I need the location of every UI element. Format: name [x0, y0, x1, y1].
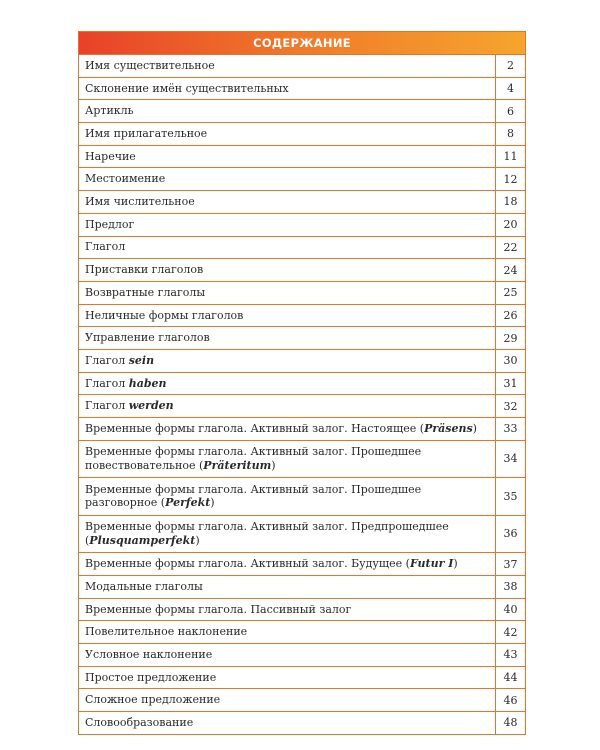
toc-entry-page: 32	[503, 399, 518, 413]
toc-entry-text: Глагол	[85, 376, 129, 390]
toc-entry-title	[79, 214, 496, 236]
toc-entry-text: Временные формы глагола. Активный залог. Предпрошедшее (	[85, 520, 449, 547]
toc-entry-text: Наречие	[85, 149, 136, 163]
toc-row	[79, 258, 525, 281]
toc-entry-text: )	[195, 533, 200, 547]
toc-entry-title	[79, 146, 496, 168]
toc-entry-title	[79, 621, 496, 643]
toc-entry-page: 4	[507, 82, 514, 96]
toc-row	[79, 711, 525, 734]
toc-entry-text: Имя числительное	[85, 195, 195, 209]
toc-row	[79, 417, 525, 440]
toc-entry-term: werden	[128, 399, 174, 413]
toc-entry-term: Präsens	[424, 421, 473, 435]
toc-entry-term: sein	[128, 353, 155, 367]
toc-row	[79, 304, 525, 327]
toc-entry-text: Временные формы глагола. Активный залог. Будущее (	[85, 557, 410, 571]
toc-row	[79, 326, 525, 349]
toc-row	[79, 372, 525, 395]
toc-row	[79, 122, 525, 145]
toc-entry-title	[79, 553, 496, 575]
toc-entry-text: Неличные формы глаголов	[85, 308, 244, 322]
toc-entry-title	[79, 516, 496, 553]
toc-entry-text: Глагол	[85, 240, 126, 254]
toc-row	[79, 190, 525, 213]
toc-entry-title	[79, 237, 496, 259]
toc-entry-page: 6	[507, 104, 514, 118]
toc-entry-title	[79, 599, 496, 621]
toc-entry-title	[79, 305, 496, 327]
toc-entry-term: Plusquamperfekt	[89, 533, 196, 547]
toc-entry-text: Глагол	[85, 399, 129, 413]
toc-entry-page: 18	[503, 195, 518, 209]
toc-entry-page: 42	[503, 625, 518, 639]
toc-entry-page: 26	[503, 308, 518, 322]
toc-entry-text: Временные формы глагола. Пассивный залог	[85, 602, 352, 616]
toc-entry-page: 36	[503, 527, 518, 541]
toc-entry-page: 31	[503, 376, 518, 390]
toc-entry-page: 34	[503, 452, 518, 466]
toc-entry-page: 11	[503, 150, 518, 164]
toc-entry-title	[79, 712, 496, 734]
toc-entry-text: Управление глаголов	[85, 331, 210, 345]
toc-entry-text: Временные формы глагола. Активный залог. Настоящее (	[85, 421, 425, 435]
toc-row	[79, 394, 525, 417]
toc-entry-text: Словообразование	[85, 715, 194, 729]
toc-row	[79, 349, 525, 372]
toc-entry-text: )	[453, 557, 458, 571]
toc-title: СОДЕРЖАНИЕ	[79, 32, 525, 54]
toc-entry-title	[79, 168, 496, 190]
toc-entry-page: 38	[503, 580, 518, 594]
toc-entry-page: 8	[507, 127, 514, 141]
toc-entry-text: Повелительное наклонение	[85, 625, 248, 639]
toc-entry-title	[79, 373, 496, 395]
toc-entry-text: Временные формы глагола. Активный залог. Прошедшее разговорное (	[85, 482, 422, 510]
toc-row	[79, 688, 525, 711]
toc-entry-text: Приставки глаголов	[85, 263, 204, 277]
toc-entry-page: 2	[507, 59, 514, 73]
toc-row	[79, 213, 525, 236]
toc-entry-title	[79, 350, 496, 372]
toc-entry-title	[79, 441, 496, 478]
toc-entry-text: Сложное предложение	[85, 693, 221, 707]
toc-row	[79, 477, 525, 515]
toc-entry-page: 35	[503, 489, 518, 503]
toc-entry-page: 29	[503, 331, 518, 345]
toc-entry-text: Возвратные глаголы	[85, 285, 206, 299]
toc-row	[79, 281, 525, 304]
toc-entry-title	[79, 123, 496, 145]
toc-entry-text: Модальные глаголы	[85, 579, 203, 593]
toc-entry-text: Предлог	[85, 217, 135, 231]
toc-row	[79, 167, 525, 190]
toc-entry-text: )	[271, 458, 276, 472]
toc-entry-text: Временные формы глагола. Активный залог. Прошедшее повествовательное (	[85, 445, 422, 472]
toc-entry-text: Имя прилагательное	[85, 127, 208, 141]
toc-row	[79, 99, 525, 122]
toc-entry-text: )	[472, 421, 477, 435]
toc-row	[79, 666, 525, 689]
toc-entry-page: 25	[503, 286, 518, 300]
toc-entry-title	[79, 55, 496, 77]
toc-row	[79, 515, 525, 553]
toc-row	[79, 54, 525, 77]
toc-entry-title	[79, 395, 496, 417]
toc-entry-page: 43	[503, 648, 518, 662]
toc-entry-text: Артикль	[85, 104, 134, 118]
toc-entry-title	[79, 282, 496, 304]
toc-entry-term: Perfekt	[165, 496, 211, 510]
toc-entry-title	[79, 576, 496, 598]
toc-row	[79, 145, 525, 168]
toc-entry-text: Условное наклонение	[85, 647, 213, 661]
toc-entry-term: Präteritum	[203, 458, 272, 472]
toc-entry-page: 44	[503, 670, 518, 684]
toc-row	[79, 575, 525, 598]
toc-entry-title	[79, 689, 496, 711]
toc-entry-title	[79, 100, 496, 122]
toc-entry-page: 40	[503, 602, 518, 616]
toc-entry-text: Имя существительное	[85, 58, 215, 72]
toc-entry-title	[79, 78, 496, 100]
toc-entry-text: Местоимение	[85, 172, 166, 186]
toc-entry-text: Глагол	[85, 353, 129, 367]
toc-row	[79, 620, 525, 643]
toc-entry-page: 33	[503, 422, 518, 436]
toc-entry-page: 37	[503, 557, 518, 571]
toc-entry-title	[79, 327, 496, 349]
toc-entry-term: Futur I	[409, 557, 454, 571]
toc-row	[79, 552, 525, 575]
toc-row	[79, 77, 525, 100]
toc-entry-title	[79, 191, 496, 213]
table-of-contents	[78, 31, 526, 735]
toc-row	[79, 598, 525, 621]
toc-rows	[79, 54, 525, 734]
toc-entry-term: haben	[128, 376, 167, 390]
toc-entry-page: 20	[503, 218, 518, 232]
toc-entry-title	[79, 259, 496, 281]
toc-entry-text: Склонение имён существительных	[85, 81, 289, 95]
toc-entry-page: 48	[503, 716, 518, 730]
toc-entry-page: 12	[503, 172, 518, 186]
toc-entry-page: 22	[503, 240, 518, 254]
toc-row	[79, 236, 525, 259]
toc-row	[79, 643, 525, 666]
toc-entry-title	[79, 667, 496, 689]
toc-entry-page: 30	[503, 354, 518, 368]
toc-entry-title	[79, 478, 496, 515]
toc-entry-title	[79, 418, 496, 440]
toc-entry-text: Простое предложение	[85, 670, 217, 684]
toc-entry-page: 24	[503, 263, 518, 277]
toc-entry-title	[79, 644, 496, 666]
toc-entry-text: )	[210, 496, 215, 510]
toc-row	[79, 440, 525, 478]
toc-entry-page: 46	[503, 693, 518, 707]
